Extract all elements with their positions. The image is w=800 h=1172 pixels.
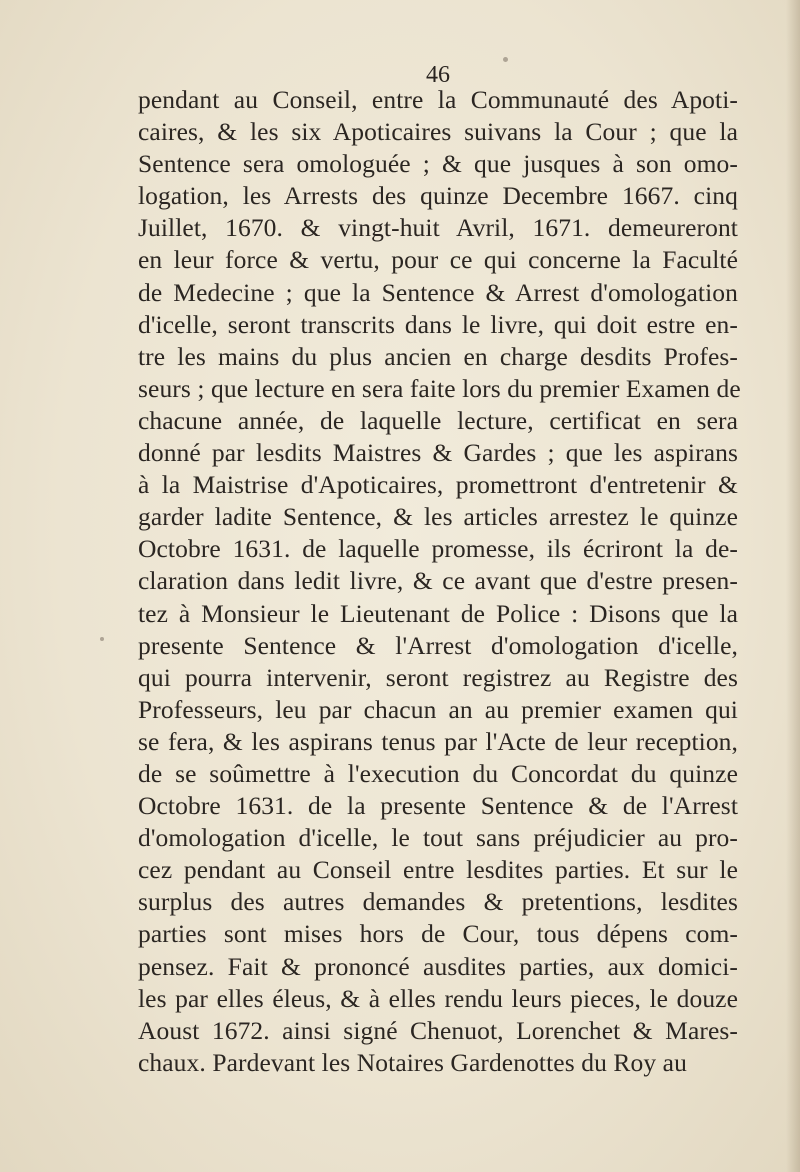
text-line: cez pendant au Conseil entre lesdites parties. Et sur le — [138, 855, 738, 885]
text-line: pensez. Fait & prononcé ausdites parties, aux domici- — [138, 951, 738, 981]
text-line: parties sont mises hors de Cour, tous dépens com- — [138, 919, 738, 949]
text-line: donné par lesdits Maistres & Gardes ; que les aspirans — [138, 438, 738, 468]
text-line: à la Maistrise d'Apoticaires, promettront d'entretenir & — [138, 470, 738, 500]
text-line: chacune année, de laquelle lecture, certificat en sera — [138, 405, 738, 435]
text-line: garder ladite Sentence, & les articles arrestez le quinze — [138, 502, 738, 532]
text-line: qui pourra intervenir, seront registrez au Registre des — [138, 662, 738, 692]
text-line: claration dans ledit livre, & ce avant que d'estre presen- — [138, 566, 738, 596]
page-number: 46 — [426, 62, 450, 88]
body-text — [138, 84, 741, 1079]
ink-speck — [100, 637, 104, 641]
text-line: surplus des autres demandes & pretentions, lesdites — [138, 887, 738, 917]
text-line: Octobre 1631. de laquelle promesse, ils écriront la de- — [138, 534, 738, 564]
text-line: chaux. Pardevant les Notaires Gardenottes du Roy au — [138, 1047, 687, 1077]
text-line: de se soûmettre à l'execution du Concordat du quinze — [138, 758, 738, 788]
text-line: pendant au Conseil, entre la Communauté des Apoti- — [138, 85, 738, 114]
text-line: Professeurs, leu par chacun an au premier examen qui — [138, 694, 738, 724]
text-line: en leur force & vertu, pour ce qui concerne la Faculté — [138, 245, 738, 275]
text-line: les par elles éleus, & à elles rendu leurs pieces, le douze — [138, 983, 738, 1013]
text-line: Juillet, 1670. & vingt-huit Avril, 1671. demeureront — [138, 213, 738, 243]
text-line: tez à Monsieur le Lieutenant de Police : Disons que la — [138, 598, 738, 628]
page-edge-shadow — [786, 0, 800, 1172]
text-line: se fera, & les aspirans tenus par l'Acte de leur reception, — [138, 726, 738, 756]
text-line: presente Sentence & l'Arrest d'omologation d'icelle, — [138, 630, 738, 660]
text-line: Octobre 1631. de la presente Sentence & de l'Arrest — [138, 791, 738, 821]
text-line: tre les mains du plus ancien en charge desdits Profes- — [138, 341, 738, 371]
text-line: Aoust 1672. ainsi signé Chenuot, Lorenchet & Mares- — [138, 1015, 738, 1045]
text-line: caires, & les six Apoticaires suivans la Cour ; que la — [138, 117, 738, 147]
text-line: d'icelle, seront transcrits dans le livre, qui doit estre en- — [138, 309, 738, 339]
text-line: seurs ; que lecture en sera faite lors du premier Examen de — [138, 373, 741, 403]
ink-speck — [503, 57, 508, 62]
text-line: de Medecine ; que la Sentence & Arrest d'omologation — [138, 277, 738, 307]
text-line: Sentence sera omologuée ; & que jusques à son omo- — [138, 149, 738, 179]
text-line: d'omologation d'icelle, le tout sans préjudicier au pro- — [138, 823, 738, 853]
text-line: logation, les Arrests des quinze Decembre 1667. cinq — [138, 181, 738, 211]
